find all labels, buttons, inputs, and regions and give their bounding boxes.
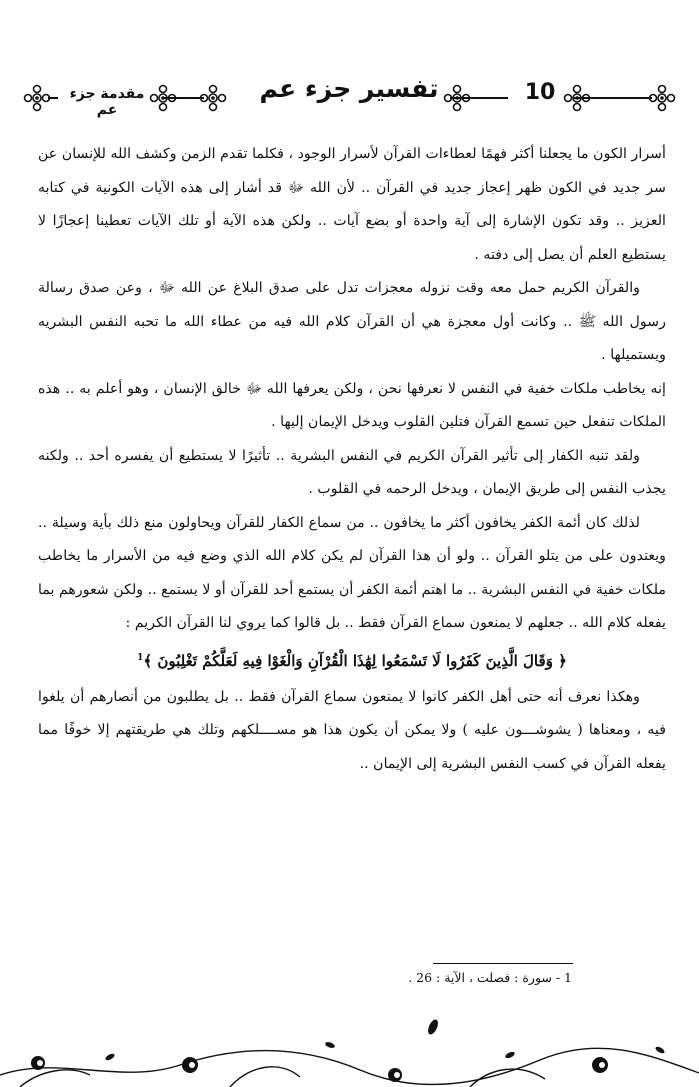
- book-title: تفسير جزء عم: [259, 74, 439, 103]
- paragraph: إنه يخاطب ملكات خفية في النفس لا نعرفها نحن ، ولكن يعرفها الله ﷻ خالق الإنسان ، وهو أعلم به .. هذه الملكات تنفعل حين تسمع القرآن فتلين القلوب ويدخل الإيمان إليها .: [38, 380, 666, 430]
- floral-ornament-icon: [22, 83, 52, 113]
- footnote-marker: 1: [137, 652, 144, 663]
- floral-ornament-icon: [198, 83, 228, 113]
- paragraph: أسرار الكون ما يجعلنا أكثر فهمًا لعطاءات القرآن لأسرار الوجود ، فكلما تقدم الزمن وكشف الله للإنسان عن سر جديد في الكون ظهر إعجاز جديد في القرآن .. لأن الله ﷻ قد أشار إلى هذه الآيات الكونية في كتابه العزيز .. وقد تكون الإشارة إلى آية واحدة أو بضع آيات .. ولكن هذه الآية أو تلك الآيات تعطينا إعجازًا لا يستطيع العلم أن يصل إلى دفته .: [38, 146, 666, 263]
- footnote-rule: [433, 963, 573, 964]
- floral-ornament-icon: [647, 83, 677, 113]
- floral-border-icon: [0, 1015, 699, 1087]
- paragraph: والقرآن الكريم حمل معه وقت نزوله معجزات تدل على صدق البلاغ عن الله ﷻ ، وعن صدق رسالة رسول الله ﷺ .. وكانت أول معجزة هي أن القرآن كلام الله فيه من عطاء الله ما تحبه النفس البشريه ويستميلها .: [38, 280, 666, 363]
- page-header: [22, 72, 677, 124]
- paragraph: ولقد تنبه الكفار إلى تأثير القرآن الكريم في النفس البشرية .. تأثيرًا لا يستطيع أن يفسره أحد .. ولكنه يجذب النفس إلى طريق الإيمان ، ويدخل الرحمه في القلوب .: [38, 447, 666, 497]
- page-number: 10: [524, 80, 556, 105]
- floral-ornament-icon: [442, 83, 472, 113]
- verse-text: ﴿ وَقَالَ الَّذِينَ كَفَرُوا لَا تَسْمَعُوا لِهَٰذَا الْقُرْآنِ وَالْغَوْا فِيهِ لَعَلَّكُمْ تَغْلِبُونَ ﴾: [143, 651, 567, 670]
- floral-ornament-icon: [148, 83, 178, 113]
- quran-verse: [38, 641, 666, 681]
- footnote: 1 - سورة : فصلت ، الآية : 26 .: [408, 970, 572, 985]
- section-title: مقدمة جزء عم: [69, 86, 145, 118]
- paragraph: لذلك كان أئمة الكفر يخافون أكثر ما يخافون .. من سماع الكفار للقرآن ويحاولون منع ذلك بأية وسيلة .. ويعتدون على من يتلو القرآن .. ولو أن هذا القرآن لم يكن كلام الله الذي وضع فيه من الأسرار ما يخاطب ملكات خفية في النفس البشرية .. ما اهتم أئمة الكفر أن يستمع أحد للقرآن أو لا يستمع .. ولكن شعورهم بما يفعله كلام الله .. جعلهم لا يمنعون سماع القرآن فقط .. بل قالوا كما يروي لنا القرآن الكريم :: [38, 514, 666, 631]
- page-body: [38, 138, 666, 781]
- paragraph: وهكذا نعرف أنه حتى أهل الكفر كانوا لا يمنعون سماع القرآن فقط .. بل يطلبون من أنصارهم أن يلغوا فيه ، ومعناها ( يشوشـــون عليه ) ولا يمكن أن يكون هذا هو مســــلكهم وتلك هي طريقتهم إلا خوفًا مما يفعله القرآن في كسب النفس البشرية إلى الإيمان ..: [38, 688, 666, 772]
